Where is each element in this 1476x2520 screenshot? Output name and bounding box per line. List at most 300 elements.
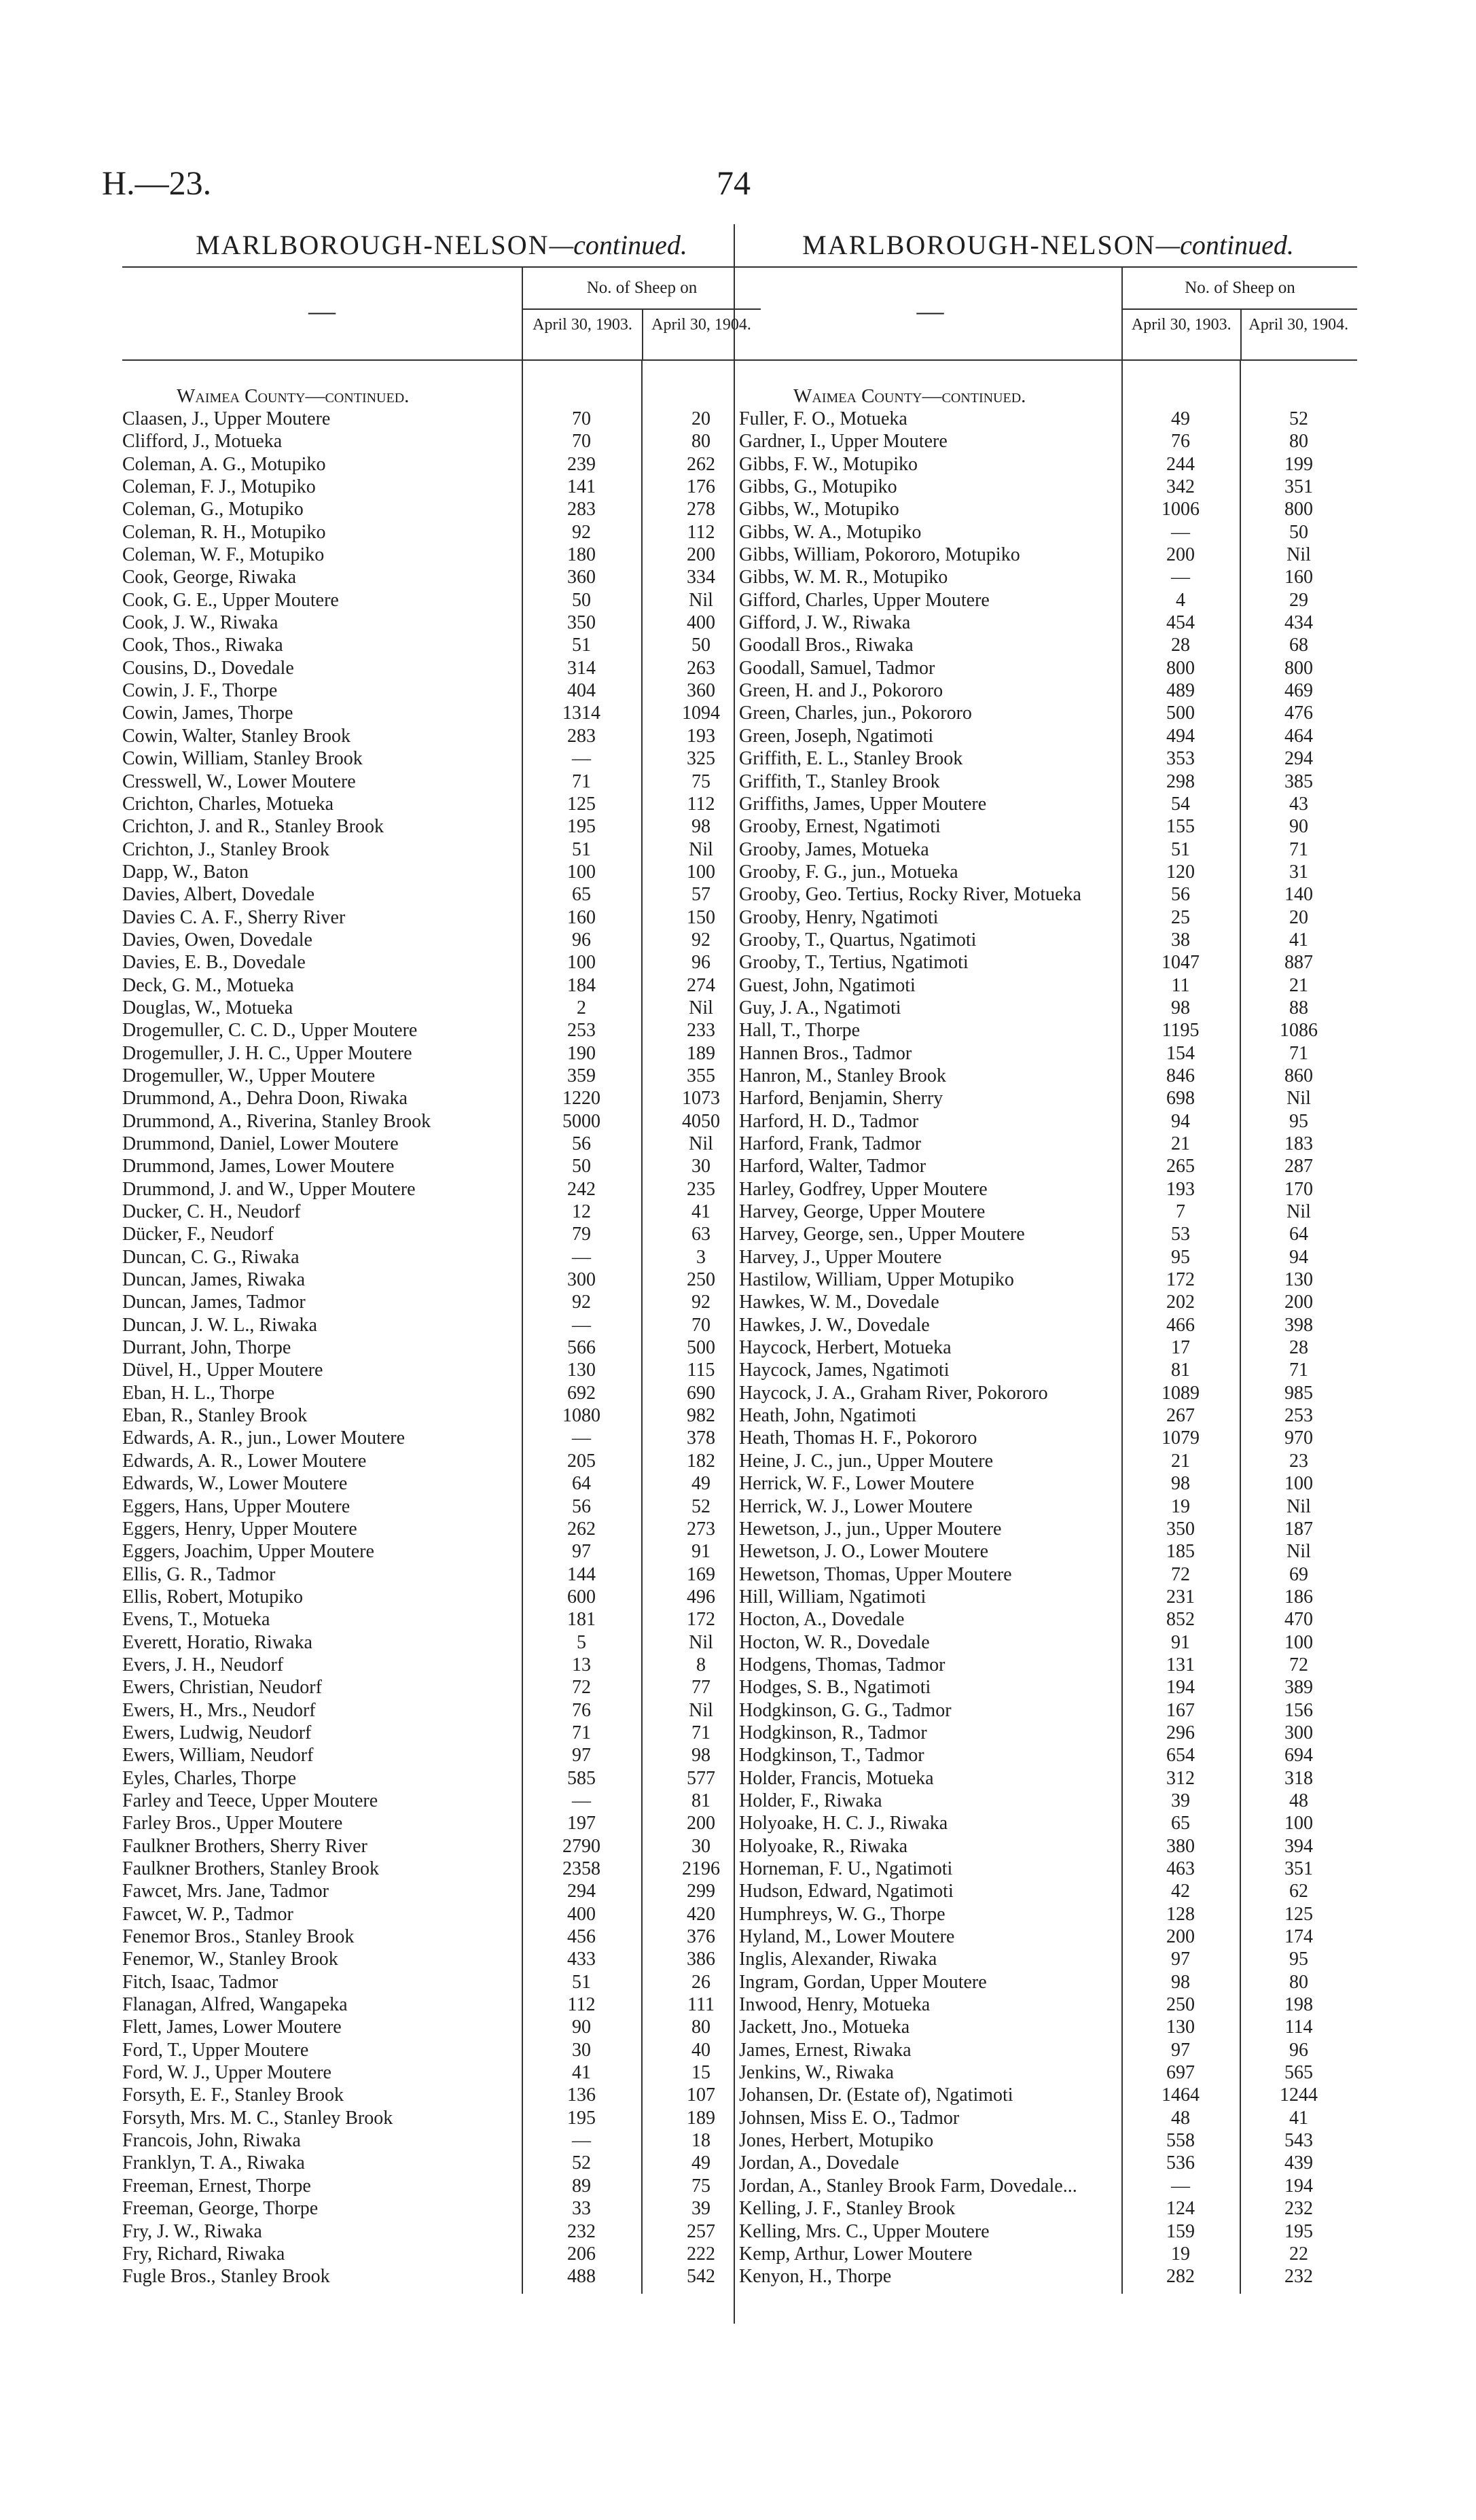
sheep-1903: 76 — [572, 1699, 591, 1721]
sheep-1903: 500 — [1166, 703, 1195, 724]
sheep-1903: — — [1171, 521, 1190, 543]
table-row — [739, 1223, 1357, 1245]
sheep-1903: 128 — [1166, 1903, 1195, 1925]
table-row — [739, 1744, 1357, 1767]
table-row — [122, 951, 761, 974]
table-row — [739, 611, 1357, 634]
owner-name: Clifford, J., Motueka — [122, 431, 283, 452]
table-row — [739, 521, 1357, 544]
left-sheep-header — [522, 268, 761, 359]
sheep-1904: 80 — [691, 2017, 710, 2038]
owner-name: Herrick, W. J., Lower Moutere — [739, 1495, 973, 1517]
sheep-1904: 351 — [1284, 476, 1313, 498]
table-row — [739, 498, 1357, 520]
sheep-1904: 81 — [691, 1790, 710, 1811]
table-row — [739, 1654, 1357, 1676]
owner-name: Flanagan, Alfred, Wangapeka — [122, 1994, 348, 2016]
sheep-1903: 1195 — [1162, 1020, 1200, 1042]
sheep-1903: 56 — [1171, 884, 1190, 906]
sheep-1904: 496 — [687, 1586, 715, 1608]
sheep-1904: 130 — [1284, 1269, 1313, 1291]
owner-name: Freeman, Ernest, Thorpe — [122, 2175, 311, 2197]
sheep-1903: 12 — [572, 1201, 591, 1223]
sheep-1904: 50 — [691, 635, 710, 656]
table-row — [739, 1767, 1357, 1790]
sheep-1904: 26 — [691, 1971, 710, 1993]
sheep-1903: 79 — [572, 1224, 591, 1245]
table-row — [122, 1563, 761, 1586]
sheep-1903: 70 — [572, 408, 591, 429]
sheep-1904: 195 — [1284, 2220, 1313, 2242]
sheep-1904: Nil — [689, 1631, 713, 1653]
owner-name: Harford, Walter, Tadmor — [739, 1156, 926, 1177]
sheep-1903: 267 — [1166, 1405, 1195, 1427]
sheep-1903: 244 — [1166, 453, 1195, 475]
sheep-1903: 296 — [1166, 1722, 1195, 1743]
right-group-title: No. of Sheep on — [1123, 268, 1357, 310]
sheep-1904: 351 — [1284, 1858, 1313, 1879]
sheep-1904: 49 — [691, 1473, 710, 1495]
sheep-1904: 1086 — [1280, 1020, 1318, 1042]
owner-name: Ford, T., Upper Moutere — [122, 2039, 309, 2061]
table-row — [739, 1450, 1357, 1472]
owner-name: Grooby, Geo. Tertius, Rocky River, Motueka — [739, 884, 1081, 906]
sheep-1904: 50 — [1289, 521, 1308, 543]
sheep-1904: 172 — [687, 1609, 715, 1631]
table-row — [739, 1518, 1357, 1540]
table-row — [122, 1767, 761, 1790]
sheep-1904: 800 — [1284, 657, 1313, 679]
owner-name: Griffith, T., Stanley Brook — [739, 770, 940, 792]
left-title-text: MARLBOROUGH-NELSON — [196, 230, 550, 260]
table-row — [122, 1948, 761, 1970]
sheep-1904: 71 — [1289, 1360, 1308, 1381]
sheep-1903: 342 — [1166, 476, 1195, 498]
owner-name: Cowin, J. F., Thorpe — [122, 680, 278, 702]
sheep-1904: 690 — [687, 1382, 715, 1404]
sheep-1904: 189 — [687, 2107, 715, 2129]
sheep-1904: 169 — [687, 1563, 715, 1585]
table-row — [122, 2084, 761, 2106]
sheep-1904: 43 — [1289, 793, 1308, 815]
table-row — [122, 1971, 761, 1993]
sheep-1903: 1006 — [1162, 499, 1200, 520]
sheep-1904: 100 — [1284, 1473, 1313, 1495]
table-row — [122, 1835, 761, 1858]
owner-name: Cook, Thos., Riwaka — [122, 635, 283, 656]
sheep-1904: Nil — [689, 1699, 713, 1721]
sheep-1904: 100 — [1284, 1631, 1313, 1653]
sheep-1904: 394 — [1284, 1835, 1313, 1857]
owner-name: Jackett, Jno., Motueka — [739, 2017, 910, 2038]
sheep-1903: 294 — [567, 1881, 596, 1902]
sheep-1904: 160 — [1284, 567, 1313, 588]
right-rows — [739, 408, 1357, 2288]
sheep-1904: 80 — [1289, 1971, 1308, 1993]
sheep-1903: 692 — [567, 1382, 596, 1404]
owner-name: Griffiths, James, Upper Moutere — [739, 793, 987, 815]
sheep-1904: 565 — [1284, 2062, 1313, 2084]
sheep-1903: 48 — [1171, 2107, 1190, 2129]
sheep-1903: 51 — [572, 635, 591, 656]
owner-name: Ellis, G. R., Tadmor — [122, 1563, 276, 1585]
sheep-1903: 92 — [572, 521, 591, 543]
left-county-heading: Waimea County—continued. — [177, 385, 410, 407]
sheep-1903: 205 — [567, 1450, 596, 1472]
sheep-1904: 198 — [1284, 1994, 1313, 2016]
sheep-1903: 65 — [572, 884, 591, 906]
sheep-1903: 159 — [1166, 2220, 1195, 2242]
sheep-1904: 29 — [1289, 589, 1308, 611]
owner-name: Harvey, George, sen., Upper Moutere — [739, 1224, 1025, 1245]
sheep-1903: 64 — [572, 1473, 591, 1495]
right-col-1903: April 30, 1903. — [1123, 308, 1242, 359]
sheep-1904: 174 — [1284, 1926, 1313, 1948]
sheep-1904: 233 — [687, 1020, 715, 1042]
sheep-1903: 190 — [567, 1042, 596, 1064]
table-row — [739, 1382, 1357, 1404]
sheep-1903: 200 — [1166, 1926, 1195, 1948]
table-row — [122, 1155, 761, 1177]
sheep-1903: 360 — [567, 567, 596, 588]
owner-name: Harford, Frank, Tadmor — [739, 1133, 922, 1154]
owner-name: Fugle Bros., Stanley Brook — [122, 2266, 330, 2288]
sheep-1904: 52 — [691, 1495, 710, 1517]
sheep-1903: 65 — [1171, 1813, 1190, 1834]
left-group-title: No. of Sheep on — [523, 268, 761, 310]
owner-name: Fry, Richard, Riwaka — [122, 2243, 285, 2265]
owner-name: Dücker, F., Neudorf — [122, 1224, 274, 1245]
table-row — [739, 1087, 1357, 1110]
owner-name: Herrick, W. F., Lower Moutere — [739, 1473, 975, 1495]
sheep-1904: Nil — [689, 997, 713, 1018]
sheep-1903: 17 — [1171, 1337, 1190, 1359]
owner-name: Coleman, R. H., Motupiko — [122, 521, 326, 543]
table-row — [122, 793, 761, 815]
owner-name: Cowin, James, Thorpe — [122, 703, 293, 724]
table-row — [122, 1382, 761, 1404]
owner-name: Coleman, A. G., Motupiko — [122, 453, 326, 475]
sheep-1904: 18 — [691, 2130, 710, 2152]
table-row — [739, 453, 1357, 476]
owner-name: Forsyth, E. F., Stanley Brook — [122, 2084, 344, 2106]
table-row — [739, 1676, 1357, 1699]
sheep-1904: 71 — [1289, 1042, 1308, 1064]
sheep-1903: 89 — [572, 2175, 591, 2197]
owner-name: Hill, William, Ngatimoti — [739, 1586, 926, 1608]
owner-name: Johansen, Dr. (Estate of), Ngatimoti — [739, 2084, 1013, 2106]
sheep-1903: 2358 — [562, 1858, 600, 1879]
owner-name: Griffith, E. L., Stanley Brook — [739, 748, 963, 770]
owner-name: Cousins, D., Dovedale — [122, 657, 294, 679]
sheep-1903: — — [572, 1790, 591, 1811]
sheep-1903: 70 — [572, 431, 591, 452]
owner-name: Kenyon, H., Thorpe — [739, 2266, 892, 2288]
sheep-1904: 262 — [687, 453, 715, 475]
sheep-1903: 1089 — [1162, 1382, 1200, 1404]
owner-name: Edwards, W., Lower Moutere — [122, 1473, 348, 1495]
table-row — [122, 657, 761, 679]
table-row — [739, 408, 1357, 430]
sheep-1904: 250 — [687, 1269, 715, 1291]
sheep-1903: 51 — [572, 1971, 591, 1993]
sheep-1903: 56 — [572, 1133, 591, 1154]
table-row — [122, 1608, 761, 1631]
sheep-1903: 195 — [567, 816, 596, 838]
sheep-1904: 398 — [1284, 1314, 1313, 1336]
owner-name: Holyoake, H. C. J., Riwaka — [739, 1813, 948, 1834]
sheep-1903: 232 — [567, 2220, 596, 2242]
sheep-1903: 250 — [1166, 1994, 1195, 2016]
owner-name: Cresswell, W., Lower Moutere — [122, 770, 356, 792]
sheep-1903: 97 — [1171, 1949, 1190, 1970]
sheep-1903: 353 — [1166, 748, 1195, 770]
table-row — [122, 2129, 761, 2152]
sheep-1904: 378 — [687, 1427, 715, 1449]
sheep-1903: 283 — [567, 725, 596, 747]
owner-name: Drummond, A., Dehra Doon, Riwaka — [122, 1088, 408, 1110]
sheep-1904: 434 — [1284, 612, 1313, 634]
owner-name: Eggers, Henry, Upper Moutere — [122, 1518, 357, 1540]
sheep-1903: 11 — [1171, 974, 1190, 996]
table-row — [122, 1201, 761, 1223]
owner-name: Hodgkinson, T., Tadmor — [739, 1745, 924, 1767]
owner-name: Gibbs, W. M. R., Motupiko — [739, 567, 948, 588]
sheep-1904: 20 — [1289, 906, 1308, 928]
owner-name: Hannen Bros., Tadmor — [739, 1042, 912, 1064]
sheep-1903: 185 — [1166, 1541, 1195, 1563]
sheep-1904: 100 — [687, 861, 715, 883]
sheep-1903: 19 — [1171, 2243, 1190, 2265]
table-row — [739, 1948, 1357, 1970]
owner-name: Drummond, James, Lower Moutere — [122, 1156, 395, 1177]
table-row — [122, 1291, 761, 1313]
table-row — [122, 1676, 761, 1699]
owner-name: Holyoake, R., Riwaka — [739, 1835, 908, 1857]
sheep-1904: 278 — [687, 499, 715, 520]
owner-name: Freeman, George, Thorpe — [122, 2198, 319, 2220]
sheep-1903: 124 — [1166, 2198, 1195, 2220]
left-col-1903: April 30, 1903. — [523, 308, 643, 359]
owner-name: Durrant, John, Thorpe — [122, 1337, 291, 1359]
sheep-1904: 577 — [687, 1767, 715, 1789]
sheep-1903: 1079 — [1162, 1427, 1200, 1449]
owner-name: Kelling, J. F., Stanley Brook — [739, 2198, 956, 2220]
sheep-1904: 125 — [1284, 1903, 1313, 1925]
sheep-1904: 62 — [1289, 1881, 1308, 1902]
sheep-1903: 253 — [567, 1020, 596, 1042]
owner-name: Green, H. and J., Pokororo — [739, 680, 943, 702]
sheep-1903: 71 — [572, 770, 591, 792]
sheep-1903: — — [1171, 2175, 1190, 2197]
owner-name: Drummond, A., Riverina, Stanley Brook — [122, 1110, 431, 1132]
sheep-1903: 98 — [1171, 1473, 1190, 1495]
sheep-1904: 41 — [1289, 929, 1308, 951]
owner-name: Holder, Francis, Motueka — [739, 1767, 934, 1789]
table-row — [739, 476, 1357, 498]
sheep-1904: 470 — [1284, 1609, 1313, 1631]
sheep-1904: 48 — [1289, 1790, 1308, 1811]
table-row — [122, 1178, 761, 1201]
table-row — [739, 1608, 1357, 1631]
sheep-1904: 194 — [1284, 2175, 1313, 2197]
sheep-1903: 51 — [1171, 838, 1190, 860]
owner-name: Gifford, Charles, Upper Moutere — [739, 589, 990, 611]
owner-name: Gibbs, W., Motupiko — [739, 499, 899, 520]
owner-name: Hudson, Edward, Ngatimoti — [739, 1881, 954, 1902]
sheep-1903: 38 — [1171, 929, 1190, 951]
table-row — [739, 725, 1357, 747]
sheep-1904: 439 — [1284, 2152, 1313, 2174]
sheep-1904: 77 — [691, 1677, 710, 1699]
sheep-1904: 1244 — [1280, 2084, 1318, 2106]
owner-name: Grooby, F. G., jun., Motueka — [739, 861, 958, 883]
sheep-1903: 76 — [1171, 431, 1190, 452]
owner-name: Ingram, Gordan, Upper Moutere — [739, 1971, 987, 1993]
table-row — [739, 1858, 1357, 1880]
owner-name: Kelling, Mrs. C., Upper Moutere — [739, 2220, 990, 2242]
table-row — [739, 702, 1357, 724]
sheep-1903: 91 — [1171, 1631, 1190, 1653]
sheep-1903: 130 — [1166, 2017, 1195, 2038]
sheep-1903: 136 — [567, 2084, 596, 2106]
table-row — [122, 702, 761, 724]
table-row — [122, 544, 761, 566]
sheep-1904: 98 — [691, 816, 710, 838]
owner-name: Duncan, James, Riwaka — [122, 1269, 306, 1291]
owner-name: Hodges, S. B., Ngatimoti — [739, 1677, 931, 1699]
sheep-1903: — — [572, 1427, 591, 1449]
owner-name: Cowin, William, Stanley Brook — [122, 748, 363, 770]
sheep-1903: 846 — [1166, 1065, 1195, 1086]
sheep-1904: 887 — [1284, 952, 1313, 974]
sheep-1904: 71 — [691, 1722, 710, 1743]
owner-name: Harley, Godfrey, Upper Moutere — [739, 1178, 988, 1200]
sheep-1903: 94 — [1171, 1110, 1190, 1132]
owner-name: Davies, E. B., Dovedale — [122, 952, 306, 974]
sheep-1903: 1464 — [1162, 2084, 1200, 2106]
sheep-1904: 420 — [687, 1903, 715, 1925]
table-row — [122, 2039, 761, 2061]
owner-name: Fuller, F. O., Motueka — [739, 408, 907, 429]
owner-name: Guy, J. A., Ngatimoti — [739, 997, 901, 1018]
sheep-1904: 183 — [1284, 1133, 1313, 1154]
owner-name: Cook, George, Riwaka — [122, 567, 297, 588]
owner-name: Farley and Teece, Upper Moutere — [122, 1790, 378, 1811]
owner-name: Horneman, F. U., Ngatimoti — [739, 1858, 953, 1879]
sheep-1903: 13 — [572, 1654, 591, 1675]
table-row — [122, 589, 761, 611]
sheep-1903: 1220 — [562, 1088, 600, 1110]
owner-name: Dapp, W., Baton — [122, 861, 249, 883]
sheep-1903: 380 — [1166, 1835, 1195, 1857]
sheep-1903: 172 — [1166, 1269, 1195, 1291]
table-row — [739, 1314, 1357, 1336]
table-row — [739, 770, 1357, 793]
table-row — [122, 1472, 761, 1495]
table-row — [739, 951, 1357, 974]
owner-name: Hodgkinson, G. G., Tadmor — [739, 1699, 952, 1721]
sheep-1904: 232 — [1284, 2266, 1313, 2288]
sheep-1903: 654 — [1166, 1745, 1195, 1767]
table-row — [122, 1812, 761, 1834]
owner-name: Heath, Thomas H. F., Pokororo — [739, 1427, 977, 1449]
sheep-1904: Nil — [689, 838, 713, 860]
sheep-1904: 257 — [687, 2220, 715, 2242]
sheep-1904: 334 — [687, 567, 715, 588]
owner-name: Faulkner Brothers, Sherry River — [122, 1835, 367, 1857]
sheep-1904: 287 — [1284, 1156, 1313, 1177]
table-row — [122, 2197, 761, 2220]
sheep-1904: 222 — [687, 2243, 715, 2265]
sheep-1903: 566 — [567, 1337, 596, 1359]
table-row — [122, 634, 761, 656]
sheep-1904: 200 — [687, 1813, 715, 1834]
right-title-text: MARLBOROUGH-NELSON — [802, 230, 1156, 260]
sheep-1903: 21 — [1171, 1450, 1190, 1472]
sheep-1903: 184 — [567, 974, 596, 996]
sheep-1904: 476 — [1284, 703, 1313, 724]
table-row — [739, 1495, 1357, 1518]
table-row — [739, 1631, 1357, 1654]
sheep-1903: 350 — [1166, 1518, 1195, 1540]
owner-name: Ellis, Robert, Motupiko — [122, 1586, 303, 1608]
sheep-1904: 64 — [1289, 1224, 1308, 1245]
sheep-1904: 500 — [687, 1337, 715, 1359]
sheep-1903: 206 — [567, 2243, 596, 2265]
sheep-1904: 1094 — [682, 703, 720, 724]
sheep-1904: 985 — [1284, 1382, 1313, 1404]
owner-name: Duncan, James, Tadmor — [122, 1292, 306, 1313]
table-row — [122, 1903, 761, 1926]
owner-name: Düvel, H., Upper Moutere — [122, 1360, 323, 1381]
table-row — [739, 2129, 1357, 2152]
owner-name: Duncan, C. G., Riwaka — [122, 1246, 300, 1268]
sheep-1904: 385 — [1284, 770, 1313, 792]
table-row — [739, 430, 1357, 452]
table-row — [739, 1110, 1357, 1133]
sheep-1903: 98 — [1171, 997, 1190, 1018]
table-row — [739, 1790, 1357, 1812]
table-row — [122, 1268, 761, 1291]
table-row — [739, 793, 1357, 815]
sheep-1904: 299 — [687, 1881, 715, 1902]
sheep-1904: 41 — [691, 1201, 710, 1223]
sheep-1903: 558 — [1166, 2130, 1195, 2152]
right-col-1904: April 30, 1904. — [1248, 316, 1349, 334]
sheep-1903: 141 — [567, 476, 596, 498]
sheep-1903: 800 — [1166, 657, 1195, 679]
sheep-1903: 81 — [1171, 1360, 1190, 1381]
sheep-1904: 300 — [1284, 1722, 1313, 1743]
sheep-1904: 114 — [1284, 2017, 1313, 2038]
table-row — [739, 747, 1357, 770]
table-row — [122, 1858, 761, 1880]
left-name-header: — — [308, 296, 336, 326]
sheep-1904: 376 — [687, 1926, 715, 1948]
sheep-1903: 463 — [1166, 1858, 1195, 1879]
table-row — [739, 815, 1357, 838]
table-row — [739, 566, 1357, 588]
sheep-1903: 95 — [1171, 1246, 1190, 1268]
sheep-1903: 180 — [567, 544, 596, 566]
sheep-1903: 200 — [1166, 544, 1195, 566]
sheep-1903: 456 — [567, 1926, 596, 1948]
sheep-1903: 131 — [1166, 1654, 1195, 1675]
right-name-header: — — [916, 296, 944, 326]
owner-name: Heine, J. C., jun., Upper Moutere — [739, 1450, 994, 1472]
sheep-1903: 49 — [1171, 408, 1190, 429]
